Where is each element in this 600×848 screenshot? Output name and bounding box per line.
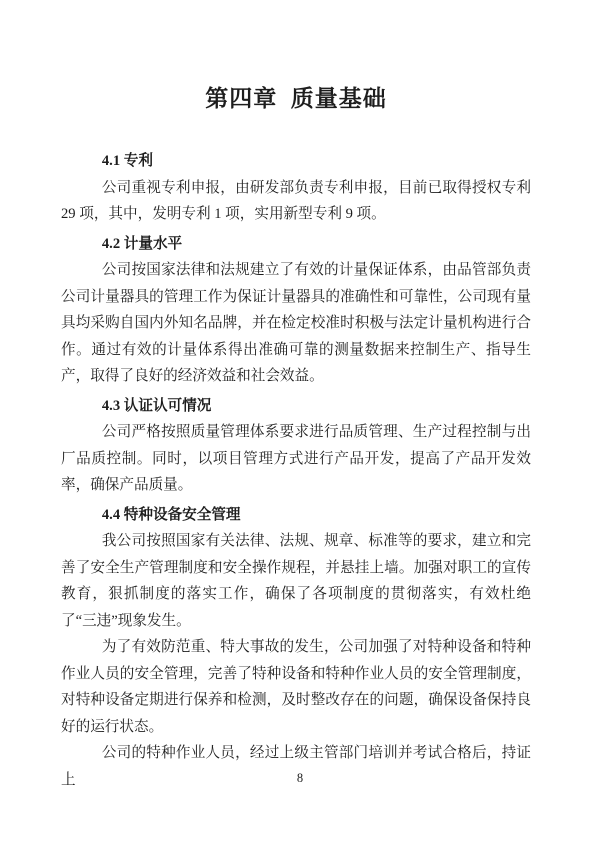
paragraph: 公司重视专利申报，由研发部负责专利申报，目前已取得授权专利 29 项，其中，发明专利 1 项，实用新型专利 9 项。 — [61, 179, 531, 222]
document-content — [61, 84, 531, 793]
paragraph: 我公司按照国家有关法律、法规、规章、标准等的要求，建立和完善了安全生产管理制度和安全操作规程，并悬挂上墙。加强对职工的宣传教育，狠抓制度的落实工作，确保了各项制度的贯彻落实，有效杜绝了“三违”现象发生。 — [61, 533, 531, 629]
section-heading: 4.1 专利 — [101, 153, 153, 169]
section-measurement-level — [61, 231, 531, 390]
paragraph: 公司严格按照质量管理体系要求进行品质管理、生产过程控制与出厂品质控制。同时，以项目管理方式进行产品开发，提高了产品开发效率，确保产品质量。 — [61, 424, 531, 493]
section-heading: 4.2 计量水平 — [101, 235, 183, 252]
section-special-equipment-safety — [61, 502, 531, 794]
section-heading: 4.3 认证认可情况 — [101, 397, 212, 414]
section-certification — [61, 393, 531, 499]
chapter-title: 第四章 质量基础 — [205, 86, 387, 111]
page-number: 8 — [296, 771, 304, 785]
paragraph: 为了有效防范重、特大事故的发生，公司加强了对特种设备和特种作业人员的安全管理，完善了特种设备和特种作业人员的安全管理制度，对特种设备定期进行保养和检测，及时整改存在的问题，确保设备保持良好的运行状态。 — [61, 639, 531, 735]
section-patents — [61, 148, 531, 228]
paragraph: 公司按国家法律和法规建立了有效的计量保证体系，由品管部负责公司计量器具的管理工作为保证计量器具的准确性和可靠性，公司现有量具均采购自国内外知名品牌，并在检定校准时积极与法定计量机构进行合作。通过有效的计量体系得出准确可靠的测量数据来控制生产、指导生产，取得了良好的经济效益和社会效益。 — [61, 262, 531, 384]
section-heading: 4.4 特种设备安全管理 — [101, 506, 241, 523]
paragraph: 公司的特种作业人员，经过上级主管部门培训并考试合格后，持证上 — [61, 745, 531, 788]
